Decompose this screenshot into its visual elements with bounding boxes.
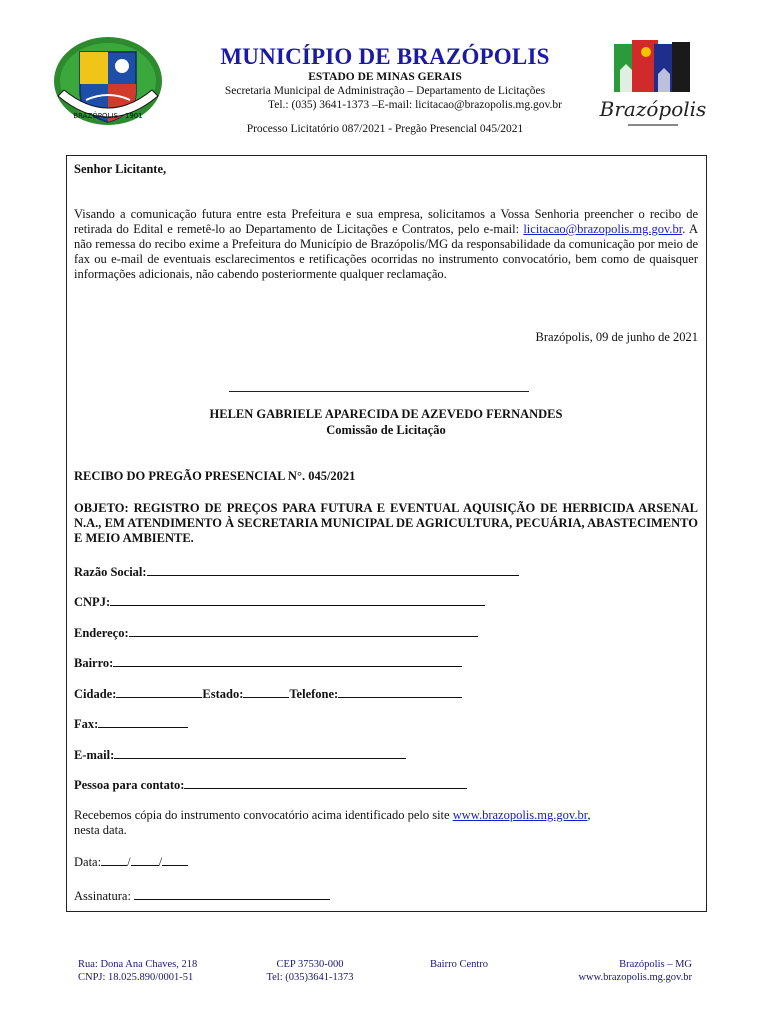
email-label: E-mail:	[74, 748, 115, 762]
footer-city: Brazópolis – MG	[619, 959, 692, 970]
state-name: ESTADO DE MINAS GERAIS	[308, 71, 462, 83]
cidade-estado-telefone-field	[74, 686, 462, 702]
data-field	[74, 854, 188, 870]
letterhead	[160, 44, 610, 136]
receipt-title: RECIBO DO PREGÃO PRESENCIAL N°. 045/2021	[74, 469, 356, 483]
footer-cnpj: CNPJ: 18.025.890/0001-51	[78, 972, 194, 983]
cnpj-input[interactable]	[110, 594, 485, 606]
footer-bairro: Bairro Centro	[430, 959, 489, 970]
logo-text: Brazópolis	[599, 97, 707, 121]
footer-city-block	[565, 958, 692, 984]
telefone-label: Telefone:	[289, 687, 339, 701]
letter-body-part1: Visando a comunicação futura entre esta Prefeitura e sua empresa, solicitamos a Vossa Senhoria preencher o recibo de retirada do Edital e remetê-lo ao Departamento de Licitações e Contratos, pelo e-mail:	[74, 207, 698, 236]
website-link[interactable]: www.brazopolis.mg.gov.br	[452, 808, 588, 822]
footer-address-block	[78, 958, 197, 984]
bairro-field	[74, 655, 462, 671]
data-day-input[interactable]	[101, 854, 127, 866]
assinatura-label: Assinatura:	[74, 889, 135, 903]
confirmation-line2: nesta data.	[74, 823, 127, 837]
assinatura-field	[74, 888, 330, 904]
contact-info: Tel.: (035) 3641-1373 –E-mail: licitacao@brazopolis.mg.gov.br	[268, 99, 562, 111]
contato-field	[74, 777, 467, 793]
contato-input[interactable]	[184, 777, 467, 789]
assinatura-input[interactable]	[134, 888, 330, 900]
email-field	[74, 747, 406, 763]
signer-role: Comissão de Licitação	[326, 423, 446, 437]
footer-address: Rua: Dona Ana Chaves, 218	[78, 959, 198, 970]
department-name: Secretaria Municipal de Administração – Departamento de Licitações	[224, 85, 546, 97]
endereco-input[interactable]	[129, 625, 478, 637]
footer-website[interactable]: www.brazopolis.mg.gov.br	[578, 972, 692, 983]
footer-tel: Tel: (035)3641-1373	[266, 972, 354, 983]
fax-field	[74, 716, 188, 732]
endereco-field	[74, 625, 478, 641]
fax-input[interactable]	[98, 716, 188, 728]
razao-social-input[interactable]	[147, 564, 519, 576]
signature-line	[229, 391, 529, 392]
bairro-input[interactable]	[113, 655, 462, 667]
email-input[interactable]	[114, 747, 406, 759]
estado-label: Estado:	[202, 687, 244, 701]
seal-text: BRAZÓPOLIS - 1901	[73, 112, 143, 120]
data-separator-2: /	[158, 855, 163, 869]
data-year-input[interactable]	[162, 854, 188, 866]
confirmation-part1: Recebemos cópia do instrumento convocatório acima identificado pelo site	[74, 808, 453, 822]
endereco-label: Endereço:	[74, 626, 129, 640]
municipal-coat-of-arms-icon	[52, 34, 164, 130]
fax-label: Fax:	[74, 717, 99, 731]
email-link[interactable]: licitacao@brazopolis.mg.gov.br	[523, 222, 683, 236]
data-month-input[interactable]	[131, 854, 159, 866]
bairro-label: Bairro:	[74, 656, 114, 670]
footer-contact-block	[260, 958, 360, 984]
footer-cep: CEP 37530-000	[276, 959, 344, 970]
cidade-input[interactable]	[116, 686, 202, 698]
brazopolis-city-logo-icon	[598, 38, 708, 134]
estado-input[interactable]	[243, 686, 289, 698]
confirmation-part2: ,	[587, 808, 591, 822]
razao-social-field	[74, 564, 519, 580]
letter-greeting: Senhor Licitante,	[74, 162, 167, 176]
cnpj-label: CNPJ:	[74, 595, 111, 609]
cidade-label: Cidade:	[74, 687, 117, 701]
data-separator-1: /	[127, 855, 131, 869]
municipality-title: MUNICÍPIO DE BRAZÓPOLIS	[220, 44, 550, 69]
cnpj-field	[74, 594, 485, 610]
letter-body-part2: . A não remessa do recibo exime a Prefeitura do Município de Brazópolis/MG da responsabilidade da comunicação por meio de fax ou e-mail de eventuais esclarecimentos e retificações ocorridas no instrumento convocatório, bem como de quaisquer informações adicionais, não cabendo posteriormente qualquer reclamação.	[74, 222, 698, 281]
letter-body	[74, 207, 698, 282]
receipt-objeto: OBJETO: REGISTRO DE PREÇOS PARA FUTURA E EVENTUAL AQUISIÇÃO DE HERBICIDA ARSENAL N.A., EM ATENDIMENTO À SECRETARIA MUNICIPAL DE AGRICULTURA, PECUÁRIA, ABASTECIMENTO E MEIO AMBIENTE.	[74, 501, 698, 545]
letter-date: Brazópolis, 09 de junho de 2021	[535, 330, 698, 344]
data-label: Data:	[74, 855, 102, 869]
confirmation-text	[74, 808, 591, 823]
signer-name: HELEN GABRIELE APARECIDA DE AZEVEDO FERNANDES	[209, 407, 563, 421]
telefone-input[interactable]	[338, 686, 462, 698]
contato-label: Pessoa para contato:	[74, 778, 185, 792]
process-reference: Processo Licitatório 087/2021 - Pregão Presencial 045/2021	[246, 123, 524, 135]
razao-social-label: Razão Social:	[74, 565, 147, 579]
